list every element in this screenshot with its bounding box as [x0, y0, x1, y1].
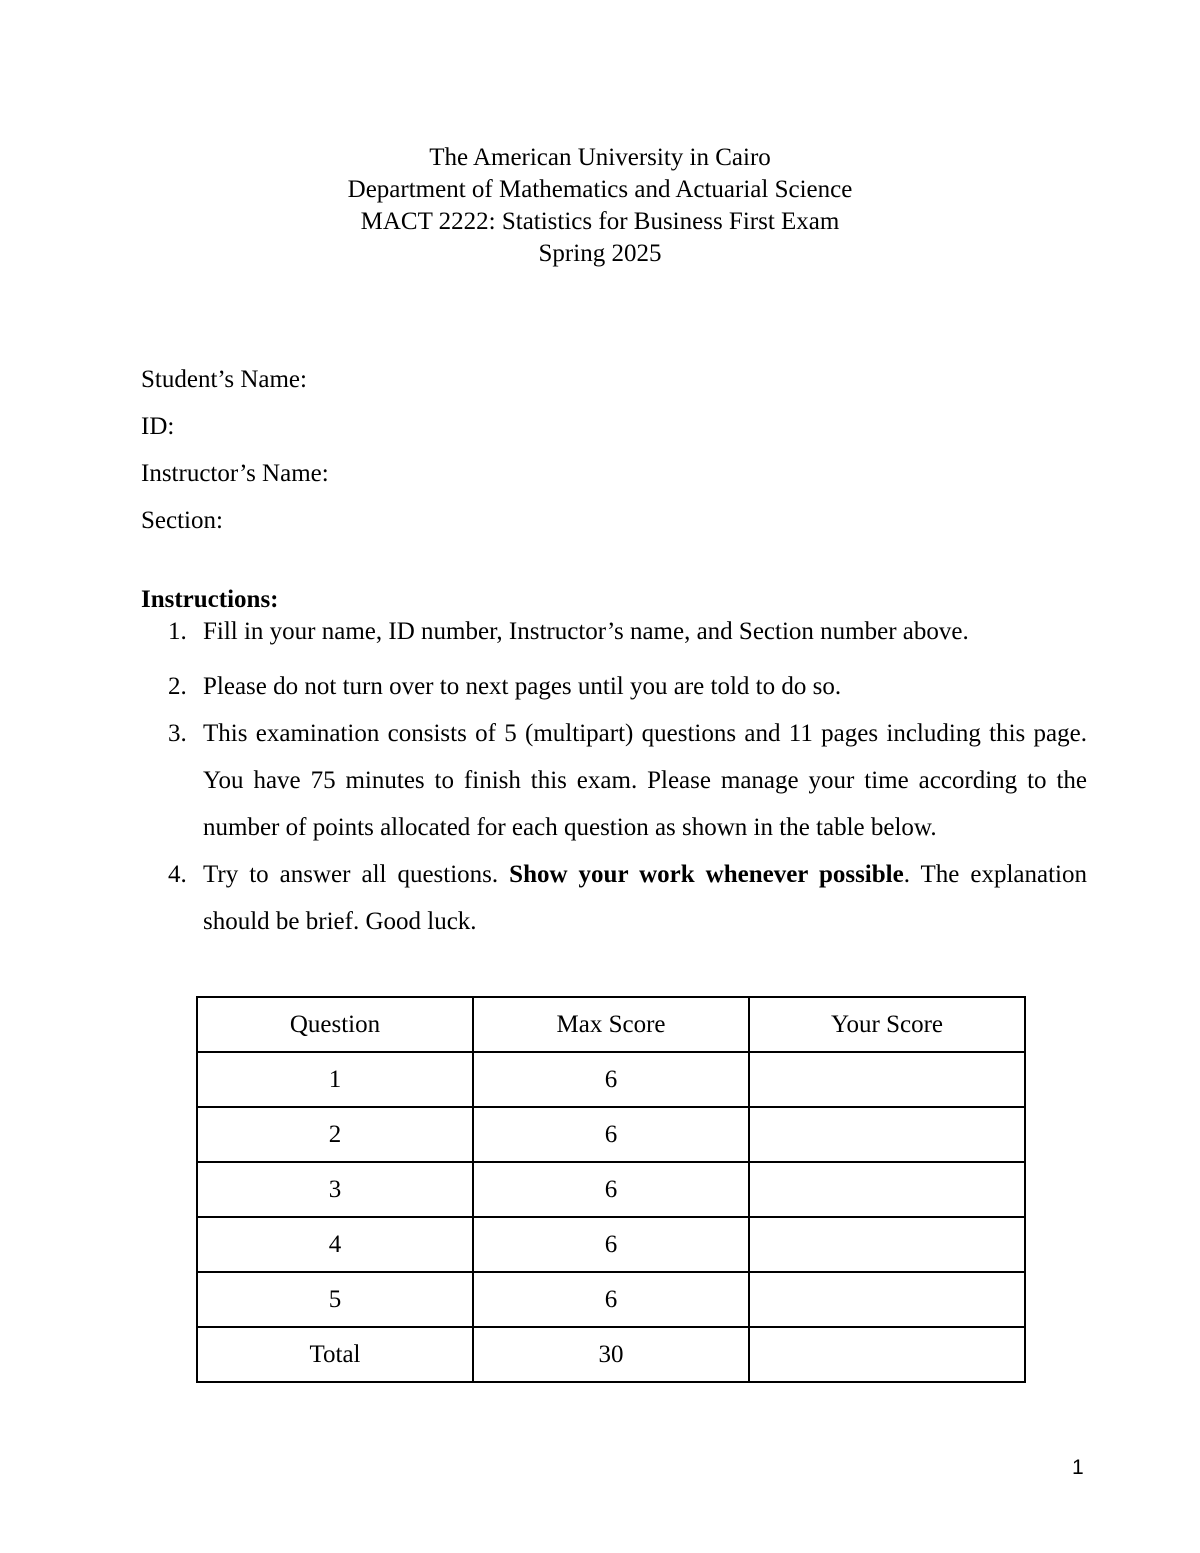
score-table — [196, 996, 1026, 1383]
table-row — [197, 1052, 1025, 1107]
max-score-cell: 6 — [473, 1272, 749, 1327]
your-score-cell — [749, 1217, 1025, 1272]
instruction-number: 3. — [168, 720, 187, 747]
instruction-text-part: Try to answer all questions. — [203, 861, 510, 888]
instruction-number: 2. — [168, 673, 187, 700]
instruction-text: This examination consists of 5 (multipart) questions and 11 pages including this page. You have 75 minutes to finish this exam. Please manage your time according to the number of points allocated for each question as shown in the table below. — [203, 720, 1087, 841]
id-label: ID: — [141, 413, 175, 440]
instruction-item — [141, 851, 1087, 945]
instruction-text — [203, 851, 1087, 945]
table-row — [197, 1162, 1025, 1217]
question-cell: 3 — [197, 1162, 473, 1217]
table-row — [197, 1107, 1025, 1162]
your-score-cell — [749, 1107, 1025, 1162]
page-number: 1 — [1072, 1456, 1084, 1479]
score-table-wrapper — [196, 996, 1026, 1383]
instruction-text: Fill in your name, ID number, Instructor’s name, and Section number above. — [203, 618, 969, 645]
question-cell: 4 — [197, 1217, 473, 1272]
column-header-max-score: Max Score — [473, 997, 749, 1052]
column-header-question: Question — [197, 997, 473, 1052]
instructor-name-label: Instructor’s Name: — [141, 460, 329, 487]
max-score-cell: 6 — [473, 1217, 749, 1272]
max-score-cell: 6 — [473, 1162, 749, 1217]
question-cell: 2 — [197, 1107, 473, 1162]
instructions-list — [141, 616, 1087, 945]
instruction-text-part: . The explanation should be brief. Good luck. — [203, 861, 1088, 935]
instruction-item — [141, 710, 1087, 851]
course-title: MACT 2222: Statistics for Business First Exam — [360, 208, 840, 235]
table-row-total — [197, 1327, 1025, 1382]
exam-term: Spring 2025 — [538, 240, 662, 267]
your-score-cell — [749, 1052, 1025, 1107]
question-cell: 1 — [197, 1052, 473, 1107]
max-score-cell: 30 — [473, 1327, 749, 1382]
instruction-number: 4. — [168, 861, 187, 888]
table-header-row — [197, 997, 1025, 1052]
instruction-item — [141, 663, 1087, 710]
question-cell: Total — [197, 1327, 473, 1382]
instruction-item — [141, 616, 1087, 648]
question-cell: 5 — [197, 1272, 473, 1327]
instruction-text: Please do not turn over to next pages until you are told to do so. — [203, 673, 842, 700]
your-score-cell — [749, 1162, 1025, 1217]
your-score-cell — [749, 1272, 1025, 1327]
section-label: Section: — [141, 507, 223, 534]
max-score-cell: 6 — [473, 1107, 749, 1162]
table-row — [197, 1217, 1025, 1272]
instructions-title: Instructions: — [141, 586, 279, 613]
department-name: Department of Mathematics and Actuarial Science — [347, 176, 853, 203]
column-header-your-score: Your Score — [749, 997, 1025, 1052]
max-score-cell: 6 — [473, 1052, 749, 1107]
table-row — [197, 1272, 1025, 1327]
instruction-number: 1. — [168, 618, 187, 645]
student-name-label: Student’s Name: — [141, 366, 307, 393]
exam-header — [0, 142, 1200, 270]
student-info-fields — [141, 364, 329, 552]
your-score-cell — [749, 1327, 1025, 1382]
university-name: The American University in Cairo — [429, 144, 771, 171]
instruction-emphasis: Show your work whenever possible — [509, 861, 904, 888]
